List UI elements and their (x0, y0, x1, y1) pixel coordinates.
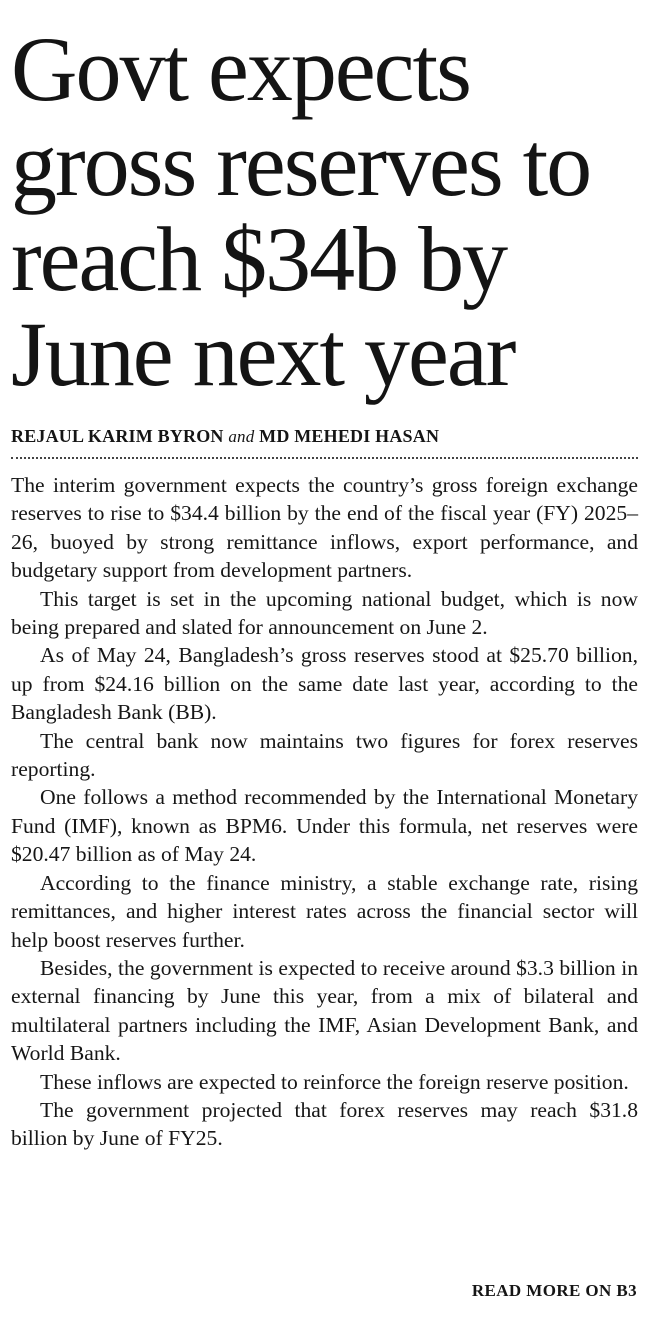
paragraph: The central bank now maintains two figures for forex reserves reporting. (11, 728, 638, 782)
author-name: REJAUL KARIM BYRON (11, 426, 224, 446)
paragraph: The government projected that forex reserves may reach $31.8 billion by June of FY25. (11, 1097, 638, 1151)
read-more-link[interactable]: READ MORE ON B3 (471, 1281, 637, 1300)
paragraph: These inflows are expected to reinforce the foreign reserve position. (40, 1069, 629, 1094)
paragraph: As of May 24, Bangladesh’s gross reserves stood at $25.70 billion, up from $24.16 billion on the same date last year, according to the Bangladesh Bank (BB). (11, 643, 638, 725)
paragraph: This target is set in the upcoming national budget, which is now being prepared and slated for announcement on June 2. (11, 586, 638, 640)
headline (11, 0, 638, 405)
paragraph: The interim government expects the country’s gross foreign exchange reserves to rise to $34.4 billion by the end of the fiscal year (FY) 2025–26, buoyed by strong remittance inflows, export performance, and budgetary support from development partners. (11, 473, 638, 583)
headline-line: June next year (11, 303, 515, 405)
headline-line: gross reserves to (11, 113, 591, 215)
headline-line: reach $34b by (11, 208, 507, 310)
paragraph: Besides, the government is expected to receive around $3.3 billion in external financing by June this year, from a mix of bilateral and multilateral partners including the IMF, Asian Development Bank, and World Bank. (11, 955, 638, 1066)
byline (11, 426, 638, 447)
author-name: MD MEHEDI HASAN (259, 426, 440, 446)
dotted-divider (11, 457, 638, 459)
byline-conjunction: and (228, 427, 255, 446)
paragraph: One follows a method recommended by the International Monetary Fund (IMF), known as BPM6. Under this formula, net reserves were $20.47 billion as of May 24. (11, 785, 638, 867)
article-body (11, 471, 638, 1153)
paragraph: According to the finance ministry, a stable exchange rate, rising remittances, and higher interest rates across the financial sector will help boost reserves further. (11, 870, 638, 952)
headline-line: Govt expects (11, 18, 470, 120)
